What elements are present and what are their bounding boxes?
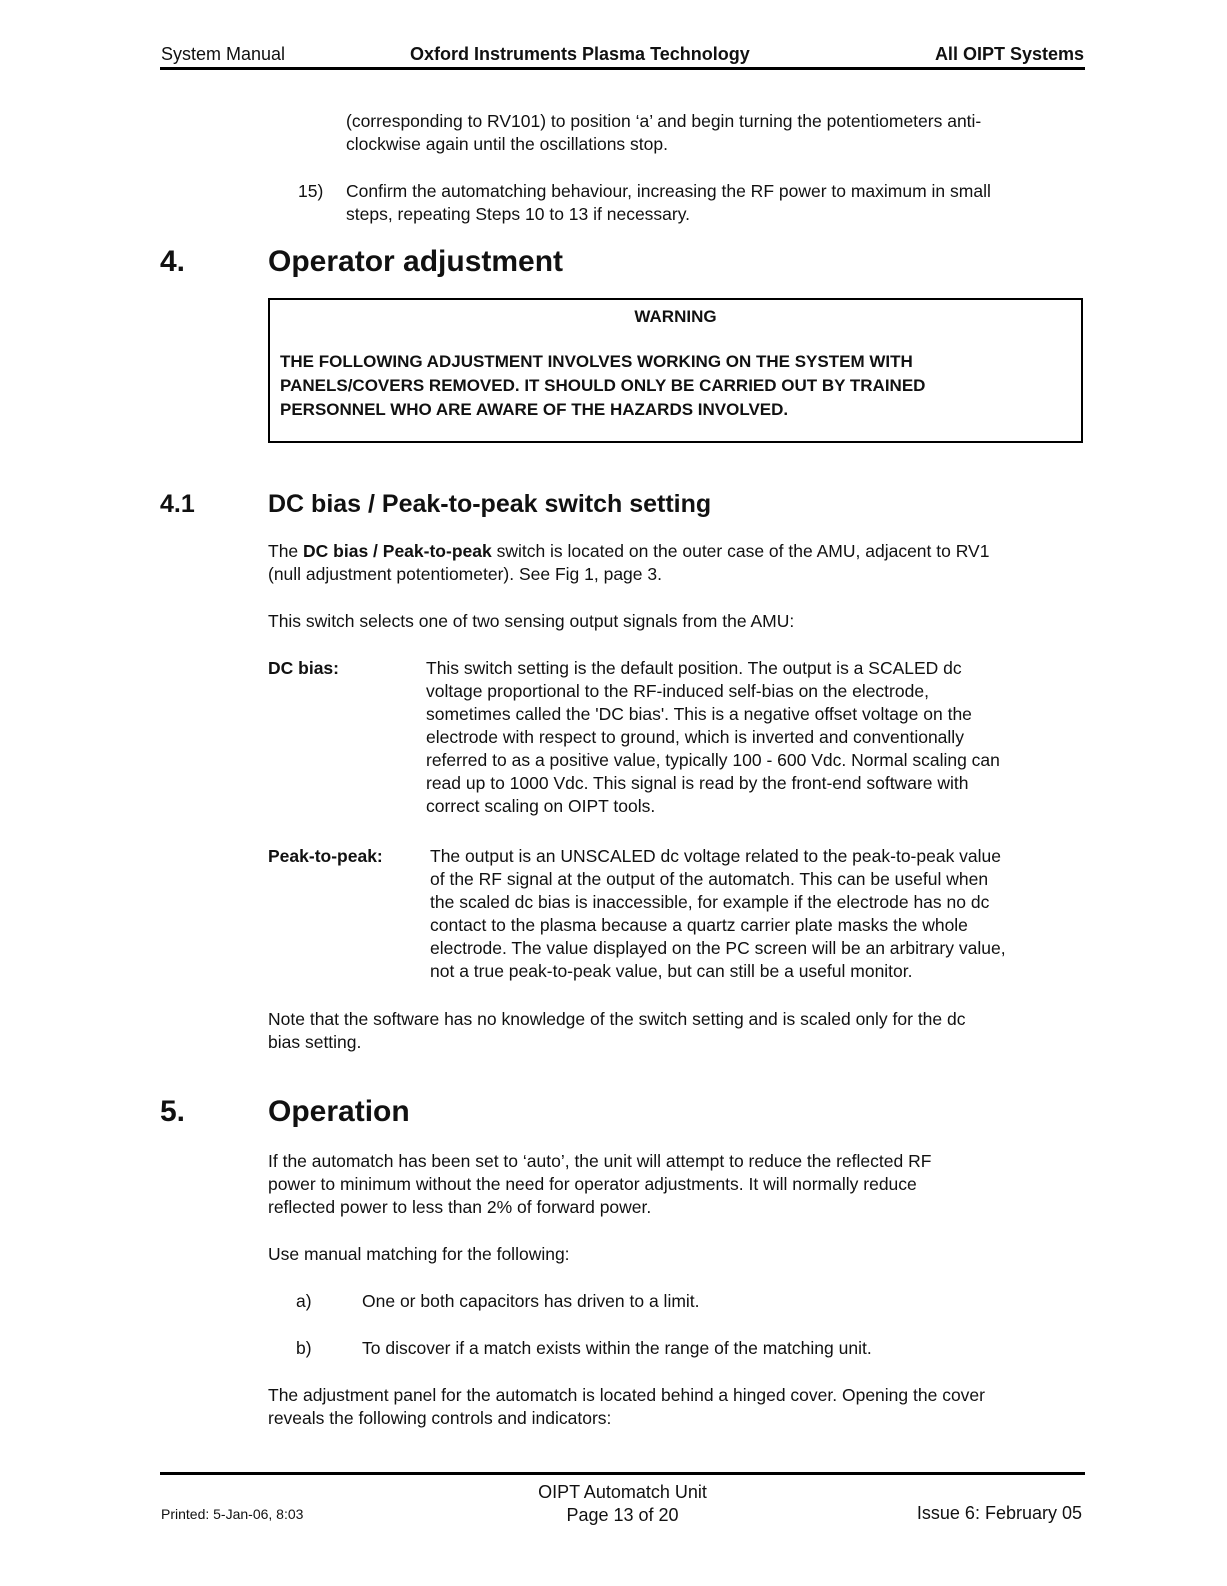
step-number: 15) — [298, 181, 324, 201]
definition-desc-dc-bias — [426, 657, 1076, 818]
list-item-a-label: a) — [296, 1291, 312, 1311]
header-rule — [160, 67, 1085, 70]
para-line: reveals the following controls and indicators: — [268, 1408, 612, 1428]
manual-matching-intro: Use manual matching for the following: — [268, 1244, 570, 1264]
intro-line-2: (null adjustment potentiometer). See Fig 1, page 3. — [268, 564, 662, 584]
definition-term-dc-bias: DC bias: — [268, 658, 339, 678]
header-company: Oxford Instruments Plasma Technology — [410, 44, 750, 64]
section-4-1-selects: This switch selects one of two sensing output signals from the AMU: — [268, 611, 795, 631]
switch-name: DC bias / Peak-to-peak — [303, 541, 492, 561]
section-4-1-intro — [268, 540, 1088, 586]
section-5-para-1 — [268, 1150, 1088, 1219]
continuation-line-1: (corresponding to RV101) to position ‘a’ and begin turning the potentiometers anti- — [346, 111, 982, 131]
warning-line-2: PANELS/COVERS REMOVED. IT SHOULD ONLY BE CARRIED OUT BY TRAINED — [280, 376, 926, 395]
definition-line: read up to 1000 Vdc. This signal is read by the front-end software with — [426, 773, 969, 793]
step-15-text — [346, 180, 1086, 226]
definition-term-peak-to-peak: Peak-to-peak: — [268, 846, 383, 866]
definition-line: electrode. The value displayed on the PC screen will be an arbitrary value, — [430, 938, 1006, 958]
definition-line: of the RF signal at the output of the automatch. This can be useful when — [430, 869, 989, 889]
list-item-b-text: To discover if a match exists within the range of the matching unit. — [362, 1338, 872, 1358]
definition-line: contact to the plasma because a quartz carrier plate masks the whole — [430, 915, 968, 935]
section-4-number: 4. — [160, 245, 186, 278]
para-line: power to minimum without the need for operator adjustments. It will normally reduce — [268, 1174, 917, 1194]
section-4-title: Operator adjustment — [268, 245, 564, 278]
para-line: The adjustment panel for the automatch is located behind a hinged cover. Opening the cover — [268, 1385, 985, 1405]
definition-line: sometimes called the 'DC bias'. This is a negative offset voltage on the — [426, 704, 972, 724]
definition-line: the scaled dc bias is inaccessible, for example if the electrode has no dc — [430, 892, 990, 912]
definition-line: The output is an UNSCALED dc voltage related to the peak-to-peak value — [430, 846, 1002, 866]
section-4-1-note — [268, 1008, 1088, 1054]
section-5-para-2 — [268, 1384, 1088, 1430]
section-5-title: Operation — [268, 1095, 410, 1128]
step-15-line-1: Confirm the automatching behaviour, increasing the RF power to maximum in small — [346, 181, 991, 201]
definition-line: correct scaling on OIPT tools. — [426, 796, 656, 816]
continuation-line-2: clockwise again until the oscillations stop. — [346, 134, 668, 154]
header-scope: All OIPT Systems — [934, 44, 1084, 64]
para-line: If the automatch has been set to ‘auto’, the unit will attempt to reduce the reflected RF — [268, 1151, 932, 1171]
warning-box — [268, 298, 1083, 443]
continuation-paragraph — [346, 110, 1086, 156]
definition-line: electrode with respect to ground, which is inverted and conventionally — [426, 727, 964, 747]
list-item-b-label: b) — [296, 1338, 312, 1358]
para-line: reflected power to less than 2% of forward power. — [268, 1197, 652, 1217]
definition-line: This switch setting is the default position. The output is a SCALED dc — [426, 658, 962, 678]
list-item-a-text: One or both capacitors has driven to a limit. — [362, 1291, 700, 1311]
definition-line: referred to as a positive value, typically 100 - 600 Vdc. Normal scaling can — [426, 750, 1000, 770]
warning-line-1: THE FOLLOWING ADJUSTMENT INVOLVES WORKING ON THE SYSTEM WITH — [280, 352, 913, 371]
section-4-1-number: 4.1 — [160, 490, 195, 518]
header-manual-title: System Manual — [161, 44, 286, 64]
section-4-1-title: DC bias / Peak-to-peak switch setting — [268, 490, 712, 518]
footer-rule — [160, 1472, 1085, 1475]
note-line-2: bias setting. — [268, 1032, 362, 1052]
warning-line-3: PERSONNEL WHO ARE AWARE OF THE HAZARDS INVOLVED. — [280, 400, 789, 419]
warning-title: WARNING — [634, 307, 717, 326]
definition-line: voltage proportional to the RF-induced self-bias on the electrode, — [426, 681, 929, 701]
footer-issue: Issue 6: February 05 — [916, 1503, 1082, 1523]
footer-document-title: OIPT Automatch Unit — [538, 1482, 707, 1502]
intro-line-1: The DC bias / Peak-to-peak switch is located on the outer case of the AMU, adjacent to RV1 — [268, 541, 990, 561]
note-line-1: Note that the software has no knowledge of the switch setting and is scaled only for the dc — [268, 1009, 966, 1029]
section-5-number: 5. — [160, 1095, 186, 1128]
warning-text — [280, 350, 1071, 422]
step-15-line-2: steps, repeating Steps 10 to 13 if necessary. — [346, 204, 691, 224]
definition-desc-peak-to-peak — [430, 845, 1080, 983]
definition-line: not a true peak-to-peak value, but can still be a useful monitor. — [430, 961, 913, 981]
footer-page-number: Page 13 of 20 — [566, 1505, 679, 1525]
footer-printed-date: Printed: 5-Jan-06, 8:03 — [161, 1506, 304, 1522]
